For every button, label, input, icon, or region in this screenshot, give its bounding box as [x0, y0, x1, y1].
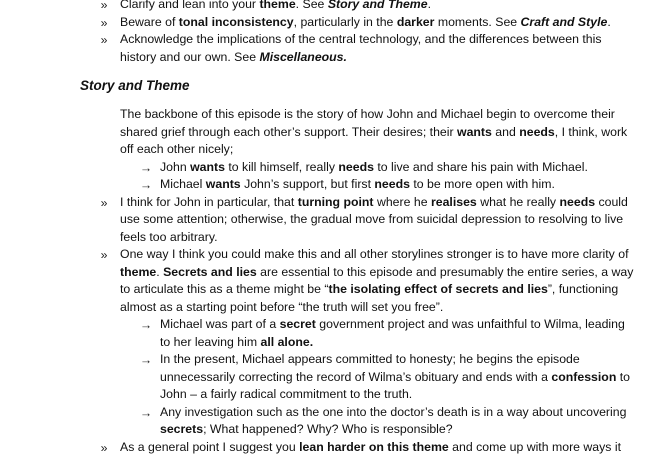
arrow-marker: → — [138, 352, 154, 370]
bullet-text: As a general point I suggest you lean harder on this theme and come up with more ways it — [120, 439, 621, 457]
paragraph-line: shared grief through each other’s support. Their desires; their wants and needs, I think, work — [120, 124, 627, 142]
sub-point-text: to her leaving him all alone. — [160, 334, 313, 352]
bullet-text: theme. Secrets and lies are essential to this episode and presumably the entire series, a way — [120, 264, 633, 282]
sub-point-text: Michael wants John’s support, but first needs to be more open with him. — [160, 176, 555, 194]
bullet-text: history and our own. See Miscellaneous. — [120, 49, 347, 67]
sub-point-text: secrets; What happened? Why? Who is responsible? — [160, 421, 453, 439]
bullet-marker: » — [96, 15, 112, 33]
paragraph-line: The backbone of this episode is the story of how John and Michael begin to overcome their — [120, 106, 615, 124]
bullet-marker: » — [96, 247, 112, 265]
sub-point-text: In the present, Michael appears committed to honesty; he begins the episode — [160, 351, 580, 369]
sub-point-text: Any investigation such as the one into the doctor’s death is in a way about uncovering — [160, 404, 626, 422]
arrow-marker: → — [138, 405, 154, 423]
bullet-marker: » — [96, 440, 112, 457]
paragraph-line: off each other nicely; — [120, 141, 233, 159]
arrow-marker: → — [138, 177, 154, 195]
bullet-text: Clarify and lean into your theme. See Story and Theme. — [120, 0, 431, 14]
sub-point-text: John wants to kill himself, really needs to live and share his pain with Michael. — [160, 159, 588, 177]
section-heading: Story and Theme — [80, 78, 190, 93]
bullet-marker: » — [96, 32, 112, 50]
arrow-marker: → — [138, 317, 154, 335]
bullet-text: to articulate this as a theme might be “the isolating effect of secrets and lies”, functioning — [120, 281, 618, 299]
sub-point-text: unnecessarily correcting the record of Wilma’s obituary and ends with a confession to — [160, 369, 630, 387]
bullet-text: I think for John in particular, that turning point where he realises what he really needs could — [120, 194, 628, 212]
arrow-marker: → — [138, 160, 154, 178]
bullet-text: Acknowledge the implications of the central technology, and the differences between this — [120, 31, 601, 49]
bullet-text: almost as a starting point before “the truth will set you free”. — [120, 299, 443, 317]
sub-point-text: John – a fairly radical commitment to the truth. — [160, 386, 412, 404]
bullet-text: feels too arbitrary. — [120, 229, 218, 247]
bullet-text: One way I think you could make this and all other storylines stronger is to have more clarity of — [120, 246, 629, 264]
bullet-text: Beware of tonal inconsistency, particularly in the darker moments. See Craft and Style. — [120, 14, 611, 32]
bullet-text: use some attention; otherwise, the gradual move from suicidal depression to resolving to live — [120, 211, 623, 229]
sub-point-text: Michael was part of a secret government project and was unfaithful to Wilma, leading — [160, 316, 625, 334]
bullet-marker: » — [96, 195, 112, 213]
bullet-marker: » — [96, 0, 112, 15]
